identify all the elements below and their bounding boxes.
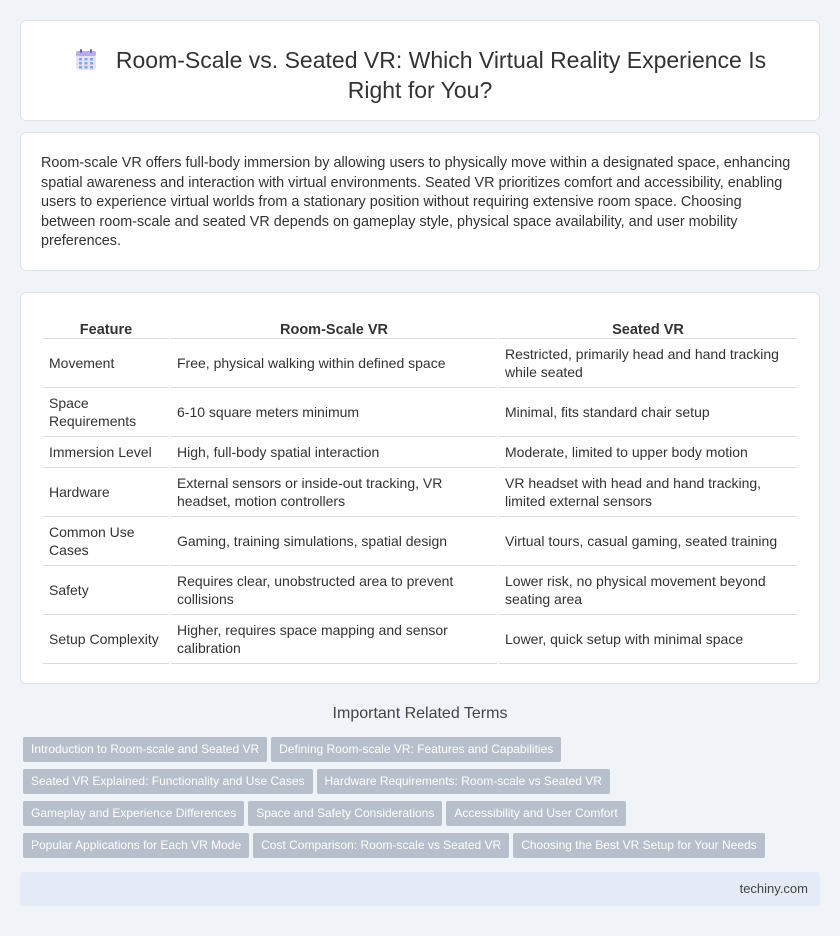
- comparison-table-card: [20, 292, 820, 684]
- calendar-grid-icon: [74, 48, 98, 72]
- related-terms-title: Important Related Terms: [332, 705, 508, 722]
- feature-cell: Immersion Level: [43, 437, 169, 468]
- page-title-wrap: [21, 45, 819, 105]
- tag-row: [23, 833, 783, 865]
- header-room-scale: Room-Scale VR: [171, 313, 497, 339]
- seated-cell: Lower, quick setup with minimal space: [499, 615, 797, 664]
- seated-cell: Minimal, fits standard chair setup: [499, 388, 797, 437]
- table-header-row: [43, 313, 797, 339]
- related-term-tag[interactable]: Seated VR Explained: Functionality and Use Cases: [23, 769, 313, 794]
- header-feature: Feature: [43, 313, 169, 339]
- feature-cell: Setup Complexity: [43, 615, 169, 664]
- related-term-tag[interactable]: Defining Room-scale VR: Features and Capabilities: [271, 737, 561, 762]
- related-term-tag[interactable]: Cost Comparison: Room-scale vs Seated VR: [253, 833, 509, 858]
- room-scale-cell: High, full-body spatial interaction: [171, 437, 497, 468]
- room-scale-cell: Requires clear, unobstructed area to prevent collisions: [171, 566, 497, 615]
- table-row: [43, 566, 797, 615]
- feature-cell: Hardware: [43, 468, 169, 517]
- table-row: [43, 615, 797, 664]
- feature-cell: Movement: [43, 339, 169, 388]
- related-term-tag[interactable]: Space and Safety Considerations: [248, 801, 442, 826]
- room-scale-cell: Free, physical walking within defined space: [171, 339, 497, 388]
- seated-cell: Moderate, limited to upper body motion: [499, 437, 797, 468]
- related-terms-list: [23, 737, 783, 865]
- table-row: [43, 468, 797, 517]
- comparison-table: [41, 313, 799, 664]
- footer-site-link[interactable]: techiny.com: [739, 881, 808, 896]
- intro-card: [20, 132, 820, 271]
- table-row: [43, 517, 797, 566]
- tag-row: [23, 801, 783, 833]
- header-card: [20, 20, 820, 121]
- room-scale-cell: External sensors or inside-out tracking, VR headset, motion controllers: [171, 468, 497, 517]
- seated-cell: Lower risk, no physical movement beyond seating area: [499, 566, 797, 615]
- room-scale-cell: 6-10 square meters minimum: [171, 388, 497, 437]
- page-title: Room-Scale vs. Seated VR: Which Virtual Reality Experience Is Right for You?: [115, 47, 767, 103]
- related-term-tag[interactable]: Popular Applications for Each VR Mode: [23, 833, 249, 858]
- related-term-tag[interactable]: Gameplay and Experience Differences: [23, 801, 244, 826]
- table-row: [43, 339, 797, 388]
- tag-row: [23, 737, 783, 769]
- feature-cell: Space Requirements: [43, 388, 169, 437]
- related-term-tag[interactable]: Hardware Requirements: Room-scale vs Seated VR: [317, 769, 610, 794]
- related-term-tag[interactable]: Introduction to Room-scale and Seated VR: [23, 737, 267, 762]
- tag-row: [23, 769, 783, 801]
- feature-cell: Safety: [43, 566, 169, 615]
- footer: [20, 872, 820, 906]
- feature-cell: Common Use Cases: [43, 517, 169, 566]
- related-term-tag[interactable]: Choosing the Best VR Setup for Your Needs: [513, 833, 764, 858]
- seated-cell: VR headset with head and hand tracking, limited external sensors: [499, 468, 797, 517]
- header-seated: Seated VR: [499, 313, 797, 339]
- table-row: [43, 437, 797, 468]
- room-scale-cell: Higher, requires space mapping and sensor calibration: [171, 615, 497, 664]
- related-term-tag[interactable]: Accessibility and User Comfort: [446, 801, 625, 826]
- seated-cell: Virtual tours, casual gaming, seated training: [499, 517, 797, 566]
- room-scale-cell: Gaming, training simulations, spatial design: [171, 517, 497, 566]
- seated-cell: Restricted, primarily head and hand tracking while seated: [499, 339, 797, 388]
- table-row: [43, 388, 797, 437]
- intro-paragraph: Room-scale VR offers full-body immersion by allowing users to physically move within a designated space, enhancing spatial awareness and interaction with virtual environments. Seated VR prioritizes comfort and accessibility, enabling users to experience virtual worlds from a stationary position without requiring extensive room space. Choosing between room-scale and seated VR depends on gameplay style, physical space availability, and user mobility preferences.: [41, 155, 791, 250]
